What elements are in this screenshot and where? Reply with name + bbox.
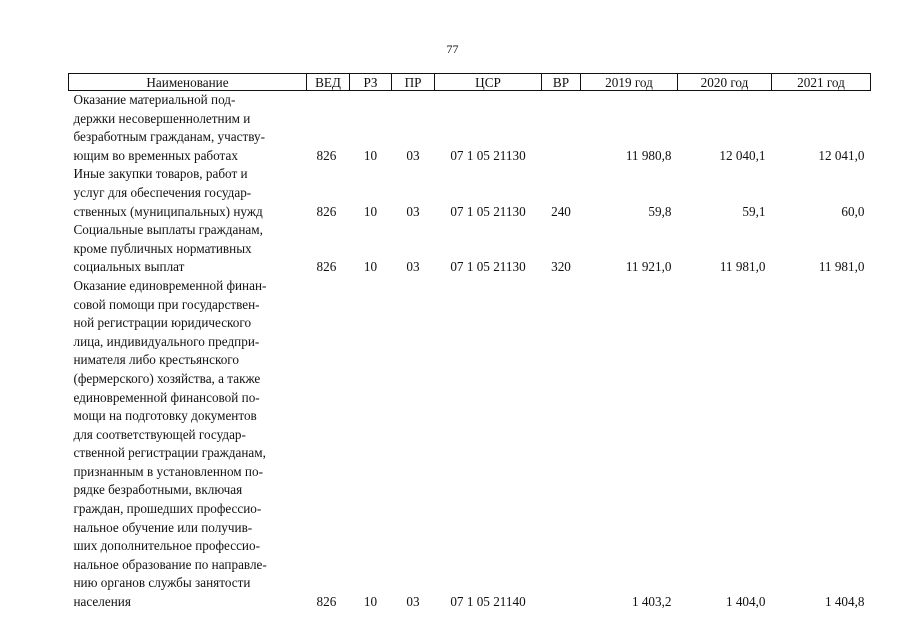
header-ved: ВЕД	[307, 74, 350, 91]
header-rz: РЗ	[350, 74, 392, 91]
name-line: нимателя либо крестьянского	[73, 352, 239, 368]
header-pr: ПР	[392, 74, 435, 91]
cell-pr: 03	[406, 147, 420, 163]
name-line: нальное обучение или получив-	[73, 519, 253, 535]
name-line: Оказание материальной под-	[73, 92, 236, 107]
name-line: (фермерского) хозяйства, а также	[73, 370, 261, 386]
cell-pr: 03	[406, 259, 420, 275]
cell-rz: 10	[363, 259, 378, 275]
cell-csr: 07 1 05 21130	[450, 147, 526, 163]
cell-vr	[542, 277, 581, 612]
cell-2020: 59,1	[742, 203, 766, 219]
cell-ved: 826	[316, 147, 337, 163]
cell-csr: 07 1 05 21140	[450, 594, 526, 610]
cell-2019: 11 980,8	[625, 147, 672, 163]
cell-2020: 12 040,1	[719, 147, 766, 163]
cell-2020: 11 981,0	[719, 259, 766, 275]
table-body	[69, 91, 871, 612]
row-name	[69, 221, 307, 277]
row-name	[69, 277, 307, 612]
page-number: 77	[446, 42, 459, 56]
cell-vr: 320	[551, 259, 571, 275]
name-line: признанным в установленном по-	[73, 463, 263, 479]
name-line: социальных выплат	[73, 259, 185, 275]
header-vr: ВР	[542, 74, 581, 91]
name-line: единовременной финансовой по-	[73, 389, 260, 405]
cell-2019: 11 921,0	[625, 259, 672, 275]
cell-pr: 03	[406, 594, 420, 610]
name-line: ной регистрации юридического	[73, 315, 252, 331]
row-name	[69, 165, 307, 221]
name-line: мощи на подготовку документов	[73, 408, 257, 424]
cell-rz: 10	[363, 203, 378, 219]
table-row	[69, 91, 871, 166]
table-row	[69, 221, 871, 277]
name-line: нию органов службы занятости	[73, 575, 251, 591]
name-line: населения	[73, 594, 131, 610]
name-line: ственных (муниципальных) нужд	[73, 203, 263, 219]
row-name	[69, 91, 307, 166]
cell-csr: 07 1 05 21130	[450, 259, 526, 275]
name-line: ющим во временных работах	[73, 147, 238, 163]
table-header-row	[69, 74, 871, 91]
cell-2021: 12 041,0	[818, 147, 865, 163]
name-line: нальное образование по направле-	[73, 556, 267, 572]
header-2021: 2021 год	[772, 74, 871, 91]
cell-csr: 07 1 05 21130	[450, 203, 526, 219]
header-csr: ЦСР	[435, 74, 542, 91]
name-line: Социальные выплаты гражданам,	[73, 222, 263, 238]
cell-2019: 1 403,2	[631, 594, 672, 610]
name-line: услуг для обеспечения государ-	[73, 184, 252, 200]
header-name: Наименование	[69, 74, 307, 91]
name-line: кроме публичных нормативных	[73, 240, 252, 256]
cell-ved: 826	[316, 259, 337, 275]
header-2019: 2019 год	[581, 74, 678, 91]
cell-2019: 59,8	[648, 203, 672, 219]
cell-vr	[542, 91, 581, 166]
name-line: Иные закупки товаров, работ и	[73, 166, 248, 182]
cell-pr: 03	[406, 203, 420, 219]
cell-vr: 240	[551, 203, 571, 219]
cell-ved: 826	[316, 594, 337, 610]
cell-rz: 10	[363, 147, 378, 163]
name-line: держки несовершеннолетним и	[73, 110, 251, 126]
cell-2021: 1 404,8	[824, 594, 865, 610]
cell-2020: 1 404,0	[725, 594, 766, 610]
name-line: для соответствующей государ-	[73, 426, 246, 442]
budget-table	[68, 73, 871, 612]
name-line: рядке безработными, включая	[73, 482, 243, 498]
cell-2021: 60,0	[841, 203, 865, 219]
header-2020: 2020 год	[678, 74, 772, 91]
table-row	[69, 165, 871, 221]
name-line: ственной регистрации гражданам,	[73, 445, 266, 461]
name-line: безработным гражданам, участву-	[73, 129, 265, 145]
name-line: Оказание единовременной финан-	[73, 277, 267, 293]
table-row	[69, 277, 871, 612]
name-line: граждан, прошедших профессио-	[73, 501, 262, 517]
name-line: совой помощи при государствен-	[73, 296, 260, 312]
name-line: ших дополнительное профессио-	[73, 538, 260, 554]
cell-rz: 10	[363, 594, 378, 610]
name-line: лица, индивидуального предпри-	[73, 333, 260, 349]
cell-2021: 11 981,0	[818, 259, 865, 275]
cell-ved: 826	[316, 203, 337, 219]
